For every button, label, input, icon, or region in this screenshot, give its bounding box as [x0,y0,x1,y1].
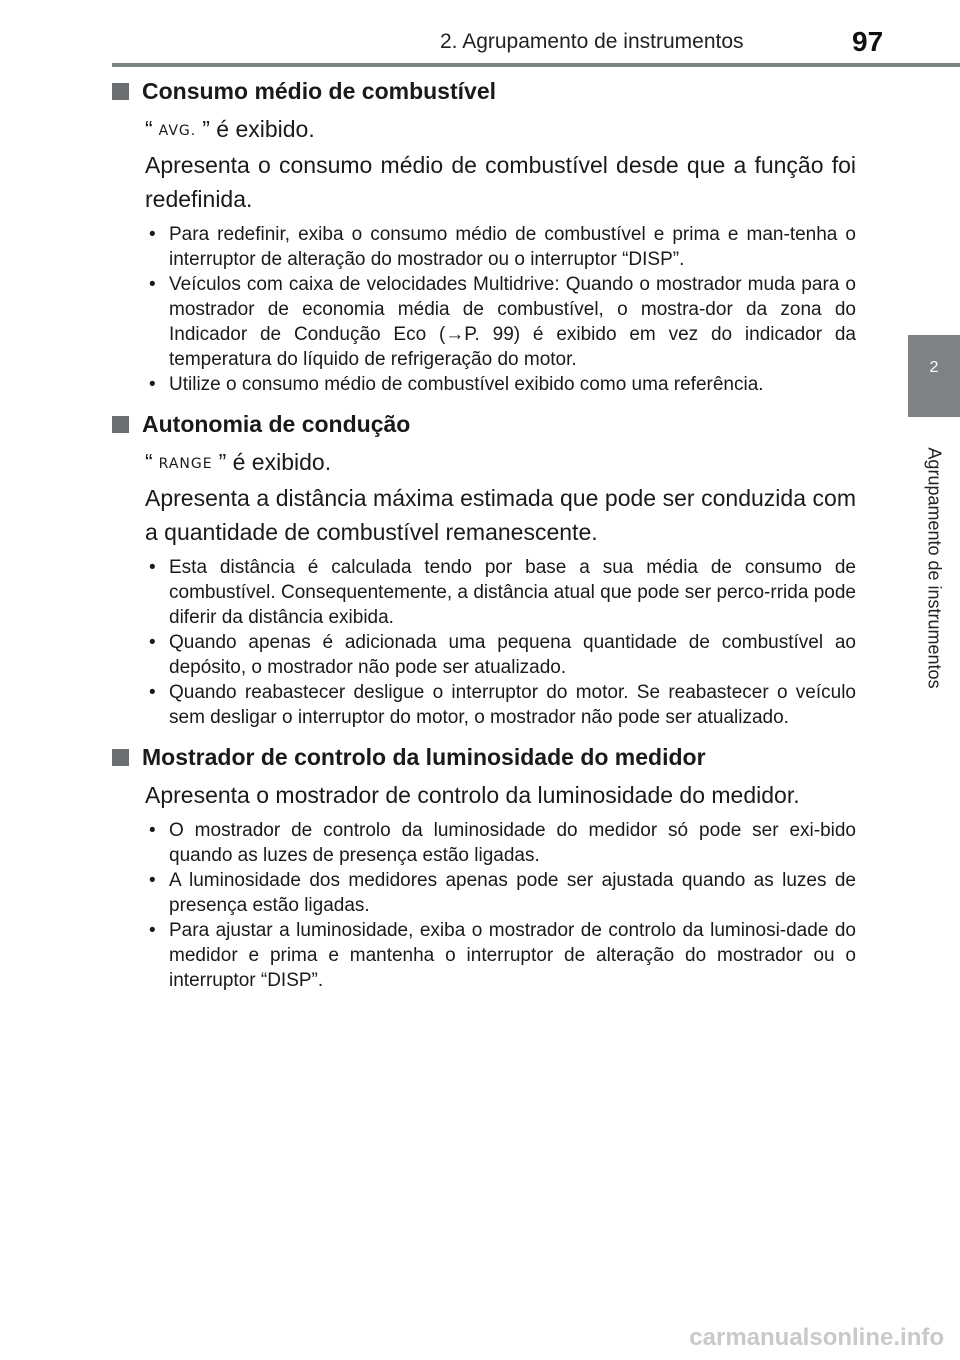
note-item [145,918,856,993]
note-text: Utilize o consumo médio de combustível exibido como uma referência. [169,374,764,395]
bullet-icon: • [149,682,156,703]
display-code: AVG. [158,123,197,139]
section-heading-text: Autonomia de condução [142,411,411,437]
notes-list [145,555,856,730]
note-item [145,555,856,630]
note-item [145,222,856,272]
bullet-icon: • [149,632,156,653]
display-suffix: ” é exibido. [202,116,315,142]
section-brightness-control [112,742,856,993]
note-text: O mostrador de controlo da luminosidade do medidor só pode ser exi-bido quando as luzes de presença estão ligadas. [169,820,856,866]
main-content [112,76,856,1005]
note-item [145,372,856,397]
section-heading [112,76,856,106]
section-paragraph: Apresenta o consumo médio de combustível desde que a função foi redefinida. [145,152,856,212]
section-driving-range [112,409,856,730]
note-item [145,818,856,868]
notes-list [145,222,856,397]
heading-square-icon [112,749,129,766]
note-text: Para ajustar a luminosidade, exiba o mostrador de controlo da luminosi-dade do medidor e prima e mantenha o interruptor de alteração do mostrador ou o interruptor “DISP”. [169,920,856,991]
heading-square-icon [112,416,129,433]
section-average-fuel-consumption [112,76,856,397]
display-suffix: ” é exibido. [218,449,332,475]
bullet-icon: • [149,374,156,395]
section-heading [112,409,856,439]
notes-list [145,818,856,993]
bullet-icon: • [149,224,156,245]
heading-square-icon [112,83,129,100]
section-paragraph: Apresenta o mostrador de controlo da luminosidade do medidor. [145,782,800,808]
section-heading-text: Consumo médio de combustível [142,78,496,104]
note-text: Esta distância é calculada tendo por base a sua média de consumo de combustível. Consequentemente, a distância atual que pode ser perco-rrida pode diferir da distância exibida. [169,557,856,628]
bullet-icon: • [149,920,156,941]
bullet-icon: • [149,557,156,578]
note-item [145,868,856,918]
note-text: Quando apenas é adicionada uma pequena quantidade de combustível ao depósito, o mostrador não pode ser atualizado. [169,632,856,678]
bullet-icon: • [149,820,156,841]
note-item [145,680,856,730]
note-text: Para redefinir, exiba o consumo médio de combustível e prima e man-tenha o interruptor de alteração do mostrador ou o interruptor “DISP”. [169,224,856,270]
chapter-tab [908,335,960,417]
quote-open: “ [145,116,153,142]
section-heading-text: Mostrador de controlo da luminosidade do medidor [142,744,706,770]
note-text: Veículos com caixa de velocidades Multidrive: Quando o mostrador muda para o mostrador de economia média de combustível, o mostra-dor da zona do Indicador de Condução Eco (→P. 99) é exibido em vez do indicador da temperatura do líquido de refrigeração do motor. [169,274,856,370]
chapter-tab-number: 2 [929,359,939,376]
bullet-icon: • [149,870,156,891]
chapter-side-label: Agrupamento de instrumentos [924,447,945,689]
watermark: carmanualsonline.info [689,1324,944,1351]
quote-open: “ [145,449,153,475]
section-paragraph: Apresenta a distância máxima estimada que pode ser conduzida com a quantidade de combustível remanescente. [145,485,856,545]
header-rule [112,63,960,67]
page-number: 97 [852,26,884,57]
note-item [145,630,856,680]
display-indicator-line [145,445,856,481]
note-text: A luminosidade dos medidores apenas pode ser ajustada quando as luzes de presença estão ligadas. [169,870,856,916]
display-indicator-line [145,112,856,148]
note-text: Quando reabastecer desligue o interruptor do motor. Se reabastecer o veículo sem desligar o interruptor do motor, o mostrador não pode ser atualizado. [169,682,856,728]
display-code: RANGE [158,456,213,472]
note-item [145,272,856,372]
header-title: 2. Agrupamento de instrumentos [440,30,744,53]
bullet-icon: • [149,274,156,295]
section-heading [112,742,856,772]
